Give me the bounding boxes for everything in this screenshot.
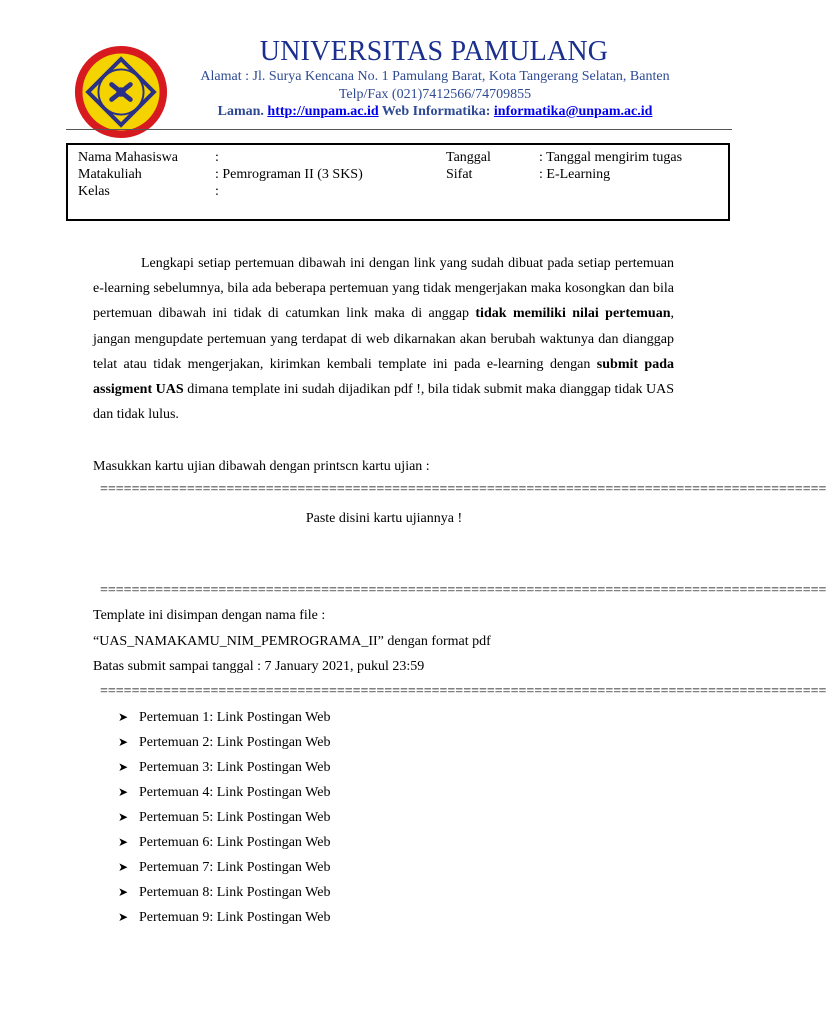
list-item xyxy=(118,907,330,932)
nama-label: Nama Mahasiswa xyxy=(78,150,178,165)
web-line xyxy=(150,104,720,120)
phone-line: Telp/Fax (021)7412566/74709855 xyxy=(338,87,532,102)
kartu-intro: Masukkan kartu ujian dibawah dengan printscn kartu ujian : xyxy=(93,459,430,474)
arrow-bullet-icon: ➤ xyxy=(118,810,129,824)
arrow-bullet-icon: ➤ xyxy=(118,760,129,774)
instruction-text-3: dimana template ini sudah dijadikan pdf !, bila tidak submit maka dianggap tidak UAS dan tidak lulus. xyxy=(93,382,675,423)
pertemuan-text: Pertemuan 6: Link Postingan Web xyxy=(139,835,331,850)
pertemuan-text: Pertemuan 9: Link Postingan Web xyxy=(139,910,331,925)
list-item xyxy=(118,732,330,757)
arrow-bullet-icon: ➤ xyxy=(118,835,129,849)
pertemuan-text: Pertemuan 8: Link Postingan Web xyxy=(139,885,331,900)
pertemuan-text: Pertemuan 4: Link Postingan Web xyxy=(139,785,331,800)
email-link[interactable]: informatika@unpam.ac.id xyxy=(493,104,653,119)
separator-3: ============================================================================================ xyxy=(100,684,826,699)
list-item xyxy=(118,832,330,857)
file-line-2: “UAS_NAMAKAMU_NIM_PEMROGRAMA_II” dengan format pdf xyxy=(93,634,491,649)
arrow-bullet-icon: ➤ xyxy=(118,860,129,874)
instruction-bold-1: tidak memiliki nilai pertemuan xyxy=(475,306,671,322)
site-label: Laman. xyxy=(217,104,264,119)
nama-value: : xyxy=(215,150,219,165)
separator-2: ============================================================================================ xyxy=(100,583,826,598)
tanggal-label: Tanggal xyxy=(446,150,491,165)
tanggal-value: : Tanggal mengirim tugas xyxy=(539,150,683,165)
pertemuan-text: Pertemuan 7: Link Postingan Web xyxy=(139,860,331,875)
site-link[interactable]: http://unpam.ac.id xyxy=(267,104,379,119)
matakuliah-value: : Pemrograman II (3 SKS) xyxy=(215,167,363,182)
matakuliah-label: Matakuliah xyxy=(78,167,142,182)
list-item xyxy=(118,857,330,882)
paste-note: Paste disini kartu ujiannya ! xyxy=(305,511,463,526)
student-info-box xyxy=(66,143,730,221)
list-item xyxy=(118,757,330,782)
pertemuan-list xyxy=(118,707,330,932)
separator-1: ============================================================================================ xyxy=(100,482,826,497)
arrow-bullet-icon: ➤ xyxy=(118,735,129,749)
sifat-value: : E-Learning xyxy=(539,167,611,182)
pertemuan-text: Pertemuan 1: Link Postingan Web xyxy=(139,710,331,725)
email-label: Web Informatika: xyxy=(381,104,491,119)
arrow-bullet-icon: ➤ xyxy=(118,910,129,924)
instruction-text-2: , jangan mengupdate pertemuan yang terdapat di web dikarnakan akan berubah waktunya dan dianggap telat atau tidak mengerjakan, kirimkan kembali template ini pada e-learning dengan xyxy=(93,306,674,372)
pertemuan-text: Pertemuan 3: Link Postingan Web xyxy=(139,760,331,775)
list-item xyxy=(118,807,330,832)
address-line: Alamat : Jl. Surya Kencana No. 1 Pamulang Barat, Kota Tangerang Selatan, Banten xyxy=(200,69,670,84)
sifat-label: Sifat xyxy=(446,167,473,182)
deadline-line: Batas submit sampai tanggal : 7 January 2021, pukul 23:59 xyxy=(93,659,425,674)
instruction-text-1: Lengkapi setiap pertemuan dibawah ini dengan link yang sudah dibuat pada setiap pertemuan e-learning sebelumnya, bila ada beberapa pertemuan yang tidak mengerjakan maka kosongkan dan bila pertemuan dibawah ini tidak di catumkan link maka di anggap xyxy=(93,256,674,322)
arrow-bullet-icon: ➤ xyxy=(118,885,129,899)
kelas-label: Kelas xyxy=(78,184,110,199)
kelas-value: : xyxy=(215,184,219,199)
pertemuan-text: Pertemuan 2: Link Postingan Web xyxy=(139,735,331,750)
instruction-bold-2: submit pada assigment UAS xyxy=(93,356,674,398)
list-item xyxy=(118,882,330,907)
instruction-paragraph xyxy=(93,251,674,427)
arrow-bullet-icon: ➤ xyxy=(118,785,129,799)
list-item xyxy=(118,707,330,732)
arrow-bullet-icon: ➤ xyxy=(118,710,129,724)
list-item xyxy=(118,782,330,807)
file-line-1: Template ini disimpan dengan nama file : xyxy=(93,608,326,623)
university-name: UNIVERSITAS PAMULANG xyxy=(259,36,609,67)
pertemuan-text: Pertemuan 5: Link Postingan Web xyxy=(139,810,331,825)
header-divider xyxy=(66,129,732,130)
